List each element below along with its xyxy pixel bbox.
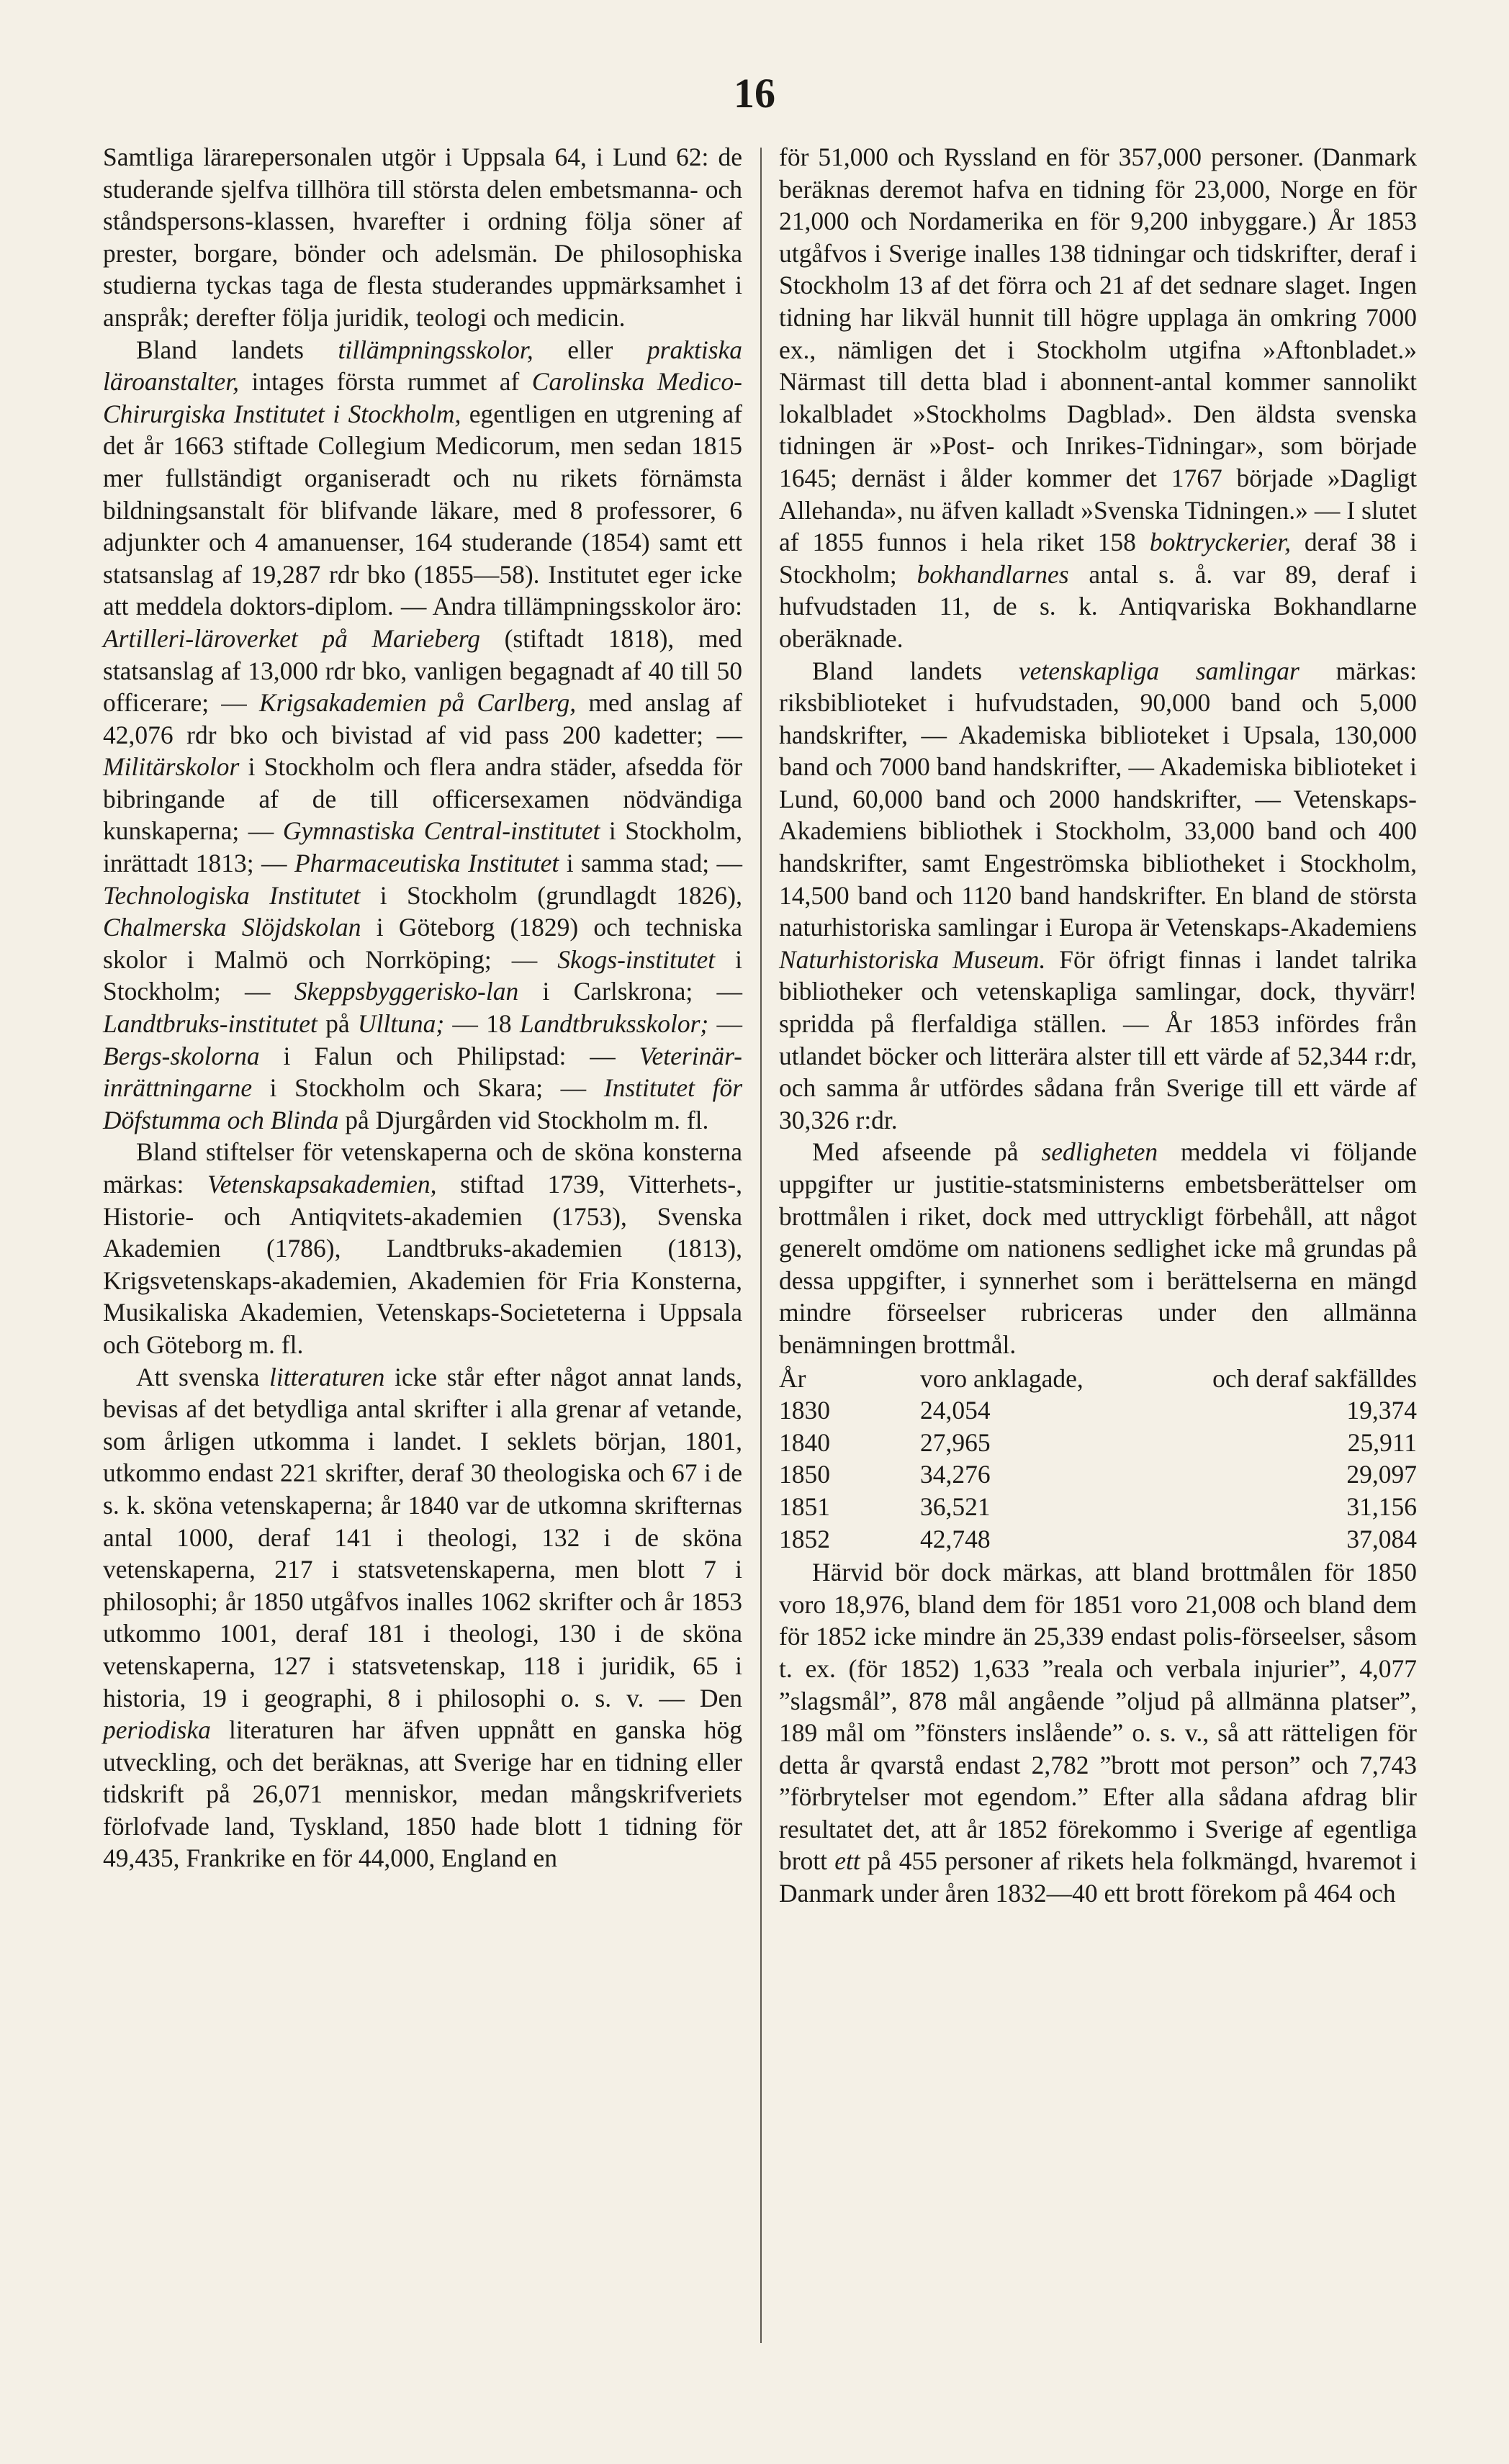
cell-convicted: 25,911 xyxy=(1347,1427,1417,1457)
column-divider xyxy=(760,148,762,2343)
cell-convicted: 31,156 xyxy=(1346,1492,1417,1521)
cell-year: 1852 xyxy=(779,1524,830,1553)
paragraph-crime-notes: Härvid bör dock märkas, att bland brottmålen för 1850 voro 18,976, bland dem för 1851 voro 21,008 och bland dem för 1852 icke mindre än 25,339 endast polis-förseelser, såsom t. ex. (för 1852) 1,633 ”reala och verbala injurier”, 4,077 ”slagsmål”, 878 mål angående ”oljud på allmänna platser”, 189 mål om ”fönsters inslående” o. s. v., så att rätteligen för detta år qvarstå endast 2,782 ”brott mot person” och 7,743 ”förbrytelser mot egendom.” Efter alla sådana afdrag blir resultatet det, att år 1852 förekommo i Sverige af egentliga brott ett på 455 personer af rikets hela folkmängd, hvaremot i Danmark under åren 1832—40 ett brott förekom på 464 och xyxy=(779,1558,1417,1908)
paragraph-morality: Med afseende på sedligheten meddela vi följande uppgifter ur justitie-statsministerns embetsberättelser om brottmålen i riket, dock med uttryckligt förbehåll, att något generelt omdöme om nationens sedlighet icke må grundas på dessa uppgifter, i synnerhet som i berättelserna en mängd mindre förseelser rubriceras under den allmänna benämningen brottmål. xyxy=(779,1137,1417,1359)
cell-accused: 34,276 xyxy=(920,1460,991,1489)
right-column xyxy=(779,141,1417,2365)
header-year: År xyxy=(779,1363,806,1393)
cell-accused: 36,521 xyxy=(920,1492,991,1521)
header-convicted: och deraf sakfälldes xyxy=(1212,1363,1417,1393)
table-row xyxy=(779,1394,1417,1427)
crime-table xyxy=(779,1363,1417,1556)
paragraph-literature: Att svenska litteraturen icke står efter något annat lands, bevisas af det betydliga antal skrifter i alla grenar af vetande, som årligen utkomma i landet. I seklets början, 1801, utkommo endast 221 skrifter, deraf 30 theologiska och 67 i de s. k. sköna vetenskaperna; år 1840 var de utkomna skrifternas antal 1000, deraf 141 i theologi, 132 i de sköna vetenskaperna, 217 i statsvetenskaperna, men blott 7 i philosophi; år 1850 utgåfvos inalles 1062 skrifter och år 1853 utkommo 1001, deraf 181 i theologi, 130 i de sköna vetenskaperna, 127 i statsvetenskap, 118 i juridik, 65 i historia, 19 i geographi, 8 i philosophi o. s. v. — Den periodiska literaturen har äfven uppnått en ganska hög utveckling, och det beräknas, att Sverige har en tidning eller tidskrift på 26,071 menniskor, medan mångskrifveriets förlofvade land, Tyskland, 1850 hade blott 1 tidning för 49,435, Frankrike en för 44,000, England en xyxy=(103,1362,742,1873)
table-row xyxy=(779,1427,1417,1459)
cell-convicted: 19,374 xyxy=(1346,1396,1417,1425)
cell-convicted: 37,084 xyxy=(1346,1524,1417,1553)
cell-year: 1840 xyxy=(779,1427,830,1457)
crime-table-header xyxy=(779,1363,1417,1395)
left-column xyxy=(103,141,742,2365)
table-row xyxy=(779,1523,1417,1556)
cell-year: 1850 xyxy=(779,1460,830,1489)
paragraph-teachers: Samtliga lärarepersonalen utgör i Uppsala 64, i Lund 62: de studerande sjelfva tillhöra till största delen embetsmanna- och ståndspersons-klassen, hvarefter i ordning följa söner af prester, borgare, bönder och adelsmän. De philosophiska studierna tyckas taga de flesta studerandes uppmärksamhet i anspråk; derefter följa juridik, teologi och medicin. xyxy=(103,143,742,332)
paragraph-academies: Bland stiftelser för vetenskaperna och de sköna konsterna märkas: Vetenskapsakademien, stiftad 1739, Vitterhets-, Historie- och Antiqvitets-akademien (1753), Svenska Akademien (1786), Landtbruks-akademien (1813), Krigsvetenskaps-akademien, Akademien för Fria Konsterna, Musikaliska Akademien, Vetenskaps-Societeterna i Uppsala och Göteborg m. fl. xyxy=(103,1137,742,1359)
page-number: 16 xyxy=(734,70,775,117)
table-row xyxy=(779,1491,1417,1523)
table-row xyxy=(779,1458,1417,1491)
header-accused: voro anklagade, xyxy=(920,1363,1084,1393)
cell-year: 1851 xyxy=(779,1492,830,1521)
cell-accused: 27,965 xyxy=(920,1427,991,1457)
cell-accused: 24,054 xyxy=(920,1396,991,1425)
cell-year: 1830 xyxy=(779,1396,830,1425)
paragraph-collections: Bland landets vetenskapliga samlingar märkas: riksbiblioteket i hufvudstaden, 90,000 band och 5,000 handskrifter, — Akademiska biblioteket i Upsala, 130,000 band och 7000 band handskrifter, — Akademiska biblioteket i Lund, 60,000 band och 2000 handskrifter, — Vetenskaps-Akademiens bibliothek i Stockholm, 33,000 band och 400 handskrifter, samt Engeströmska bibliotheket i Stockholm, 14,500 band och 1120 band handskrifter. En bland de största naturhistoriska samlingar i Europa är Vetenskaps-Akademiens Naturhistoriska Museum. För öfrigt finnas i landet talrika bibliotheker och vetenskapliga samlingar, dock, thyvärr! spridda på flerfaldiga ställen. — År 1853 infördes från utlandet böcker och litterära alster till ett värde af 52,344 r:dr, och samma år utfördes sådana från Sverige till ett värde af 30,326 r:dr. xyxy=(779,656,1417,1134)
cell-accused: 42,748 xyxy=(920,1524,991,1553)
paragraph-practical-schools: Bland landets tillämpningsskolor, eller praktiska läroanstalter, intages första rummet af Carolinska Medico-Chirurgiska Institutet i Stockholm, egentligen en utgrening af det år 1663 stiftade Collegium Medicorum, men sedan 1815 mer fullständigt organiseradt och nu rikets förnämsta bildningsanstalt för blifvande läkare, med 8 professorer, 6 adjunkter och 4 amanuenser, 164 studerande (1854) samt ett statsanslag af 19,287 rdr bko (1855—58). Institutet eger icke att meddela doktors-diplom. — Andra tillämpningsskolor äro: Artilleri-läroverket på Marieberg (stiftadt 1818), med statsanslag af 13,000 rdr bko, vanligen begagnadt af 40 till 50 officerare; — Krigsakademien på Carlberg, med anslag af 42,076 rdr bko och bivistad af vid pass 200 kadetter; — Militärskolor i Stockholm och flera andra städer, afsedda för bibringande af de till officersexamen nödvändiga kunskaperna; — Gymnastiska Central-institutet i Stockholm, inrättadt 1813; — Pharmaceutiska Institutet i samma stad; — Technologiska Institutet i Stockholm (grundlagdt 1826), Chalmerska Slöjdskolan i Göteborg (1829) och techniska skolor i Malmö och Norrköping; — Skogs-institutet i Stockholm; — Skeppsbyggerisko-lan i Carlskrona; — Landtbruks-institutet på Ulltuna; — 18 Landtbruksskolor; — Bergs-skolorna i Falun och Philipstad: — Veterinär-inrättningarne i Stockholm och Skara; — Institutet för Döfstumma och Blinda på Djurgården vid Stockholm m. fl. xyxy=(103,335,743,1134)
cell-convicted: 29,097 xyxy=(1346,1460,1417,1489)
paragraph-newspapers: för 51,000 och Ryssland en för 357,000 personer. (Danmark beräknas deremot hafva en tidning för 23,000, Norge en för 21,000 och Nordamerika en för 9,200 inbyggare.) År 1853 utgåfvos i Sverige inalles 138 tidningar och tidskrifter, deraf i Stockholm 13 af det förra och 21 af det sednare slaget. Ingen tidning har likväl hunnit till högre upplaga än omkring 7000 ex., nämligen det i Stockholm utgifna »Aftonbladet.» Närmast till detta blad i abonnent-antal kommer sannolikt lokalbladet »Stockholms Dagblad». Den äldsta svenska tidningen är »Post- och Inrikes-Tidningar», som började 1645; dernäst i ålder kommer det 1767 började »Dagligt Allehanda», nu äfven kalladt »Svenska Tidningen.» — I slutet af 1855 funnos i hela riket 158 boktryckerier, deraf 38 i Stockholm; bokhandlarnes antal s. å. var 89, deraf i hufvudstaden 11, de s. k. Antiqvariska Bokhandlarne oberäknade. xyxy=(779,143,1417,653)
